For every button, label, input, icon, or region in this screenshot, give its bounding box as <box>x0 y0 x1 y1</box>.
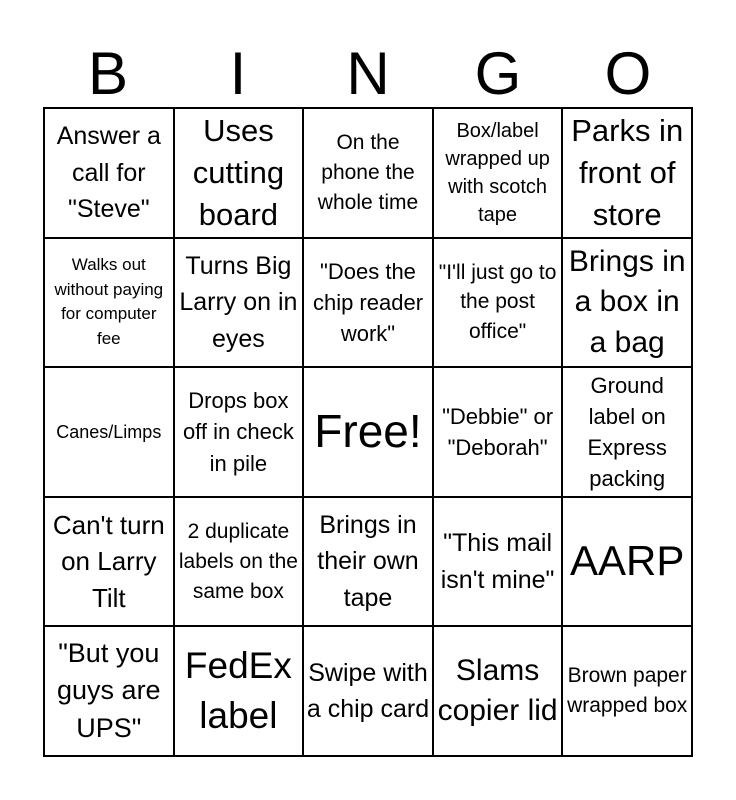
bingo-cell[interactable] <box>433 238 563 368</box>
bingo-cell[interactable] <box>562 238 692 368</box>
bingo-cell[interactable] <box>174 626 304 756</box>
header-letter-o: O <box>604 40 652 107</box>
bingo-cell[interactable] <box>44 626 174 756</box>
bingo-cell[interactable] <box>433 497 563 627</box>
header-letter-n: N <box>346 40 390 107</box>
cell-text: Can't turn on Larry Tilt <box>52 510 165 613</box>
cell-text: "I'll just go to the post office" <box>438 260 557 344</box>
bingo-cell[interactable] <box>303 108 433 238</box>
bingo-cell[interactable] <box>303 238 433 368</box>
cell-text: Free! <box>314 405 422 458</box>
bingo-cell[interactable] <box>562 367 692 497</box>
bingo-cell[interactable] <box>303 497 433 627</box>
cell-text: "Debbie" or "Deborah" <box>442 403 554 460</box>
bingo-cell[interactable] <box>433 108 563 238</box>
cell-text: Uses cutting board <box>192 113 285 232</box>
cell-text: AARP <box>570 537 685 585</box>
cell-text: Brings in a box in a bag <box>568 244 686 359</box>
cell-text: Brings in their own tape <box>317 511 419 612</box>
cell-text: Drops box off in check in pile <box>182 388 294 476</box>
cell-text: Walks out without paying for computer fee <box>54 255 164 349</box>
bingo-cell[interactable] <box>44 238 174 368</box>
header-letter-b: B <box>87 40 129 107</box>
cell-text: FedEx label <box>184 645 292 737</box>
bingo-card <box>43 107 693 757</box>
bingo-cell[interactable] <box>562 108 692 238</box>
bingo-cell[interactable] <box>303 626 433 756</box>
bingo-cell[interactable] <box>44 497 174 627</box>
cell-text: On the phone the whole time <box>317 131 419 214</box>
bingo-cell[interactable] <box>562 626 692 756</box>
cell-text: Turns Big Larry on in eyes <box>179 252 298 353</box>
cell-text: Swipe with a chip card <box>306 658 430 724</box>
bingo-cell[interactable] <box>174 367 304 497</box>
cell-text: Box/label wrapped up with scotch tape <box>445 119 550 226</box>
cell-text: 2 duplicate labels on the same box <box>178 519 298 603</box>
bingo-cell[interactable] <box>174 108 304 238</box>
cell-text: Brown paper wrapped box <box>567 664 688 718</box>
bingo-cell[interactable] <box>174 238 304 368</box>
cell-text: Canes/Limps <box>56 421 162 442</box>
cell-text: Ground label on Express packing <box>587 372 667 492</box>
cell-text: Answer a call for "Steve" <box>56 122 161 223</box>
bingo-cell[interactable] <box>174 497 304 627</box>
bingo-cell[interactable] <box>44 367 174 497</box>
cell-text: "But you guys are UPS" <box>57 637 161 744</box>
bingo-cell[interactable] <box>562 497 692 627</box>
cell-text: Parks in front of store <box>571 113 684 232</box>
cell-text: "This mail isn't mine" <box>440 529 555 594</box>
header-letter-i: I <box>229 40 247 107</box>
header-letter-g: G <box>474 40 522 107</box>
bingo-cell[interactable] <box>433 626 563 756</box>
cell-text: Slams copier lid <box>437 653 558 728</box>
bingo-cell[interactable] <box>433 367 563 497</box>
bingo-cell[interactable] <box>44 108 174 238</box>
free-space[interactable] <box>303 367 433 497</box>
bingo-header <box>43 40 693 108</box>
cell-text: "Does the chip reader work" <box>312 258 424 346</box>
